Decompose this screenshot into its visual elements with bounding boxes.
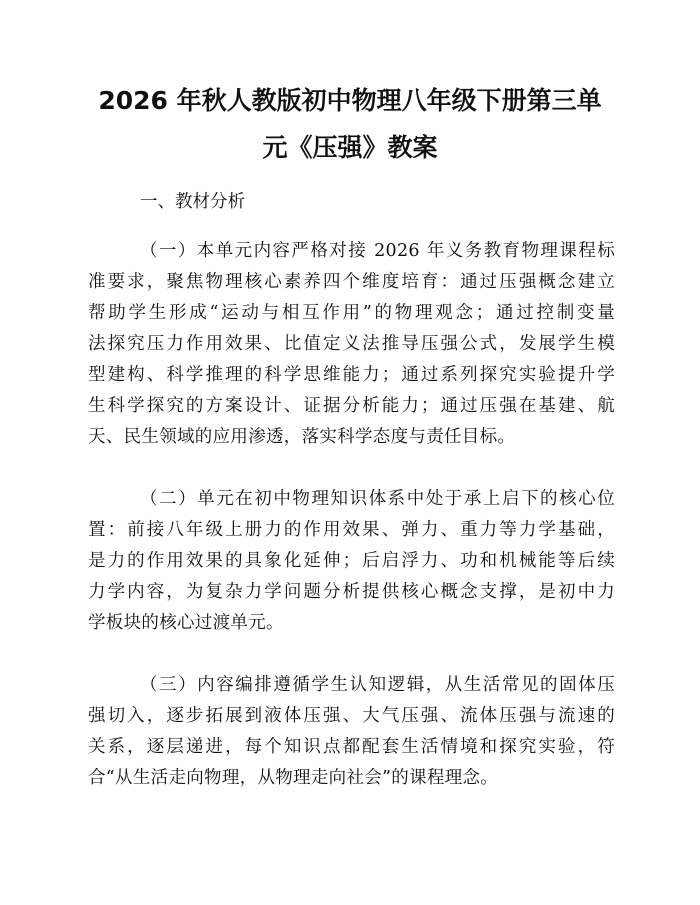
paragraph-2-line: 置：前接八年级上册力的作用效果、弹力、重力等力学基础，	[88, 520, 615, 540]
section-heading: 一、教材分析	[140, 192, 245, 212]
paragraph-1-line: （一）本单元内容严格对接 2026 年义务教育物理课程标	[140, 241, 615, 261]
paragraph-3-line: 关系，逐层递进，每个知识点都配套生活情境和探究实验，符	[88, 737, 615, 757]
paragraph-3-line: 强切入，逐步拓展到液体压强、大气压强、流体压强与流速的	[88, 706, 615, 726]
paragraph-1-line: 生科学探究的方案设计、证据分析能力；通过压强在基建、航	[88, 396, 615, 416]
document-title-line-2: 元《压强》教案	[262, 133, 438, 162]
paragraph-2-line: 力学内容，为复杂力学问题分析提供核心概念支撑，是初中力	[88, 582, 615, 602]
paragraph-2-line: 是力的作用效果的具象化延伸；后启浮力、功和机械能等后续	[88, 551, 615, 571]
paragraph-1-line: 型建构、科学推理的科学思维能力；通过系列探究实验提升学	[88, 365, 615, 385]
document-title-line-1: 2026 年秋人教版初中物理八年级下册第三单	[98, 86, 602, 115]
paragraph-2-line: 学板块的核心过渡单元。	[88, 613, 284, 633]
paragraph-1-line: 帮助学生形成“运动与相互作用”的物理观念；通过控制变量	[88, 303, 615, 323]
paragraph-3-line: （三）内容编排遵循学生认知逻辑，从生活常见的固体压	[140, 675, 615, 695]
paragraph-3-line: 合“从生活走向物理，从物理走向社会”的课程理念。	[88, 768, 499, 788]
paragraph-1-line: 法探究压力作用效果、比值定义法推导压强公式，发展学生模	[88, 334, 615, 354]
paragraph-1-line: 天、民生领域的应用渗透，落实科学态度与责任目标。	[88, 427, 516, 447]
paragraph-1-line: 准要求，聚焦物理核心素养四个维度培育：通过压强概念建立	[88, 272, 615, 292]
paragraph-2-line: （二）单元在初中物理知识体系中处于承上启下的核心位	[140, 489, 615, 509]
